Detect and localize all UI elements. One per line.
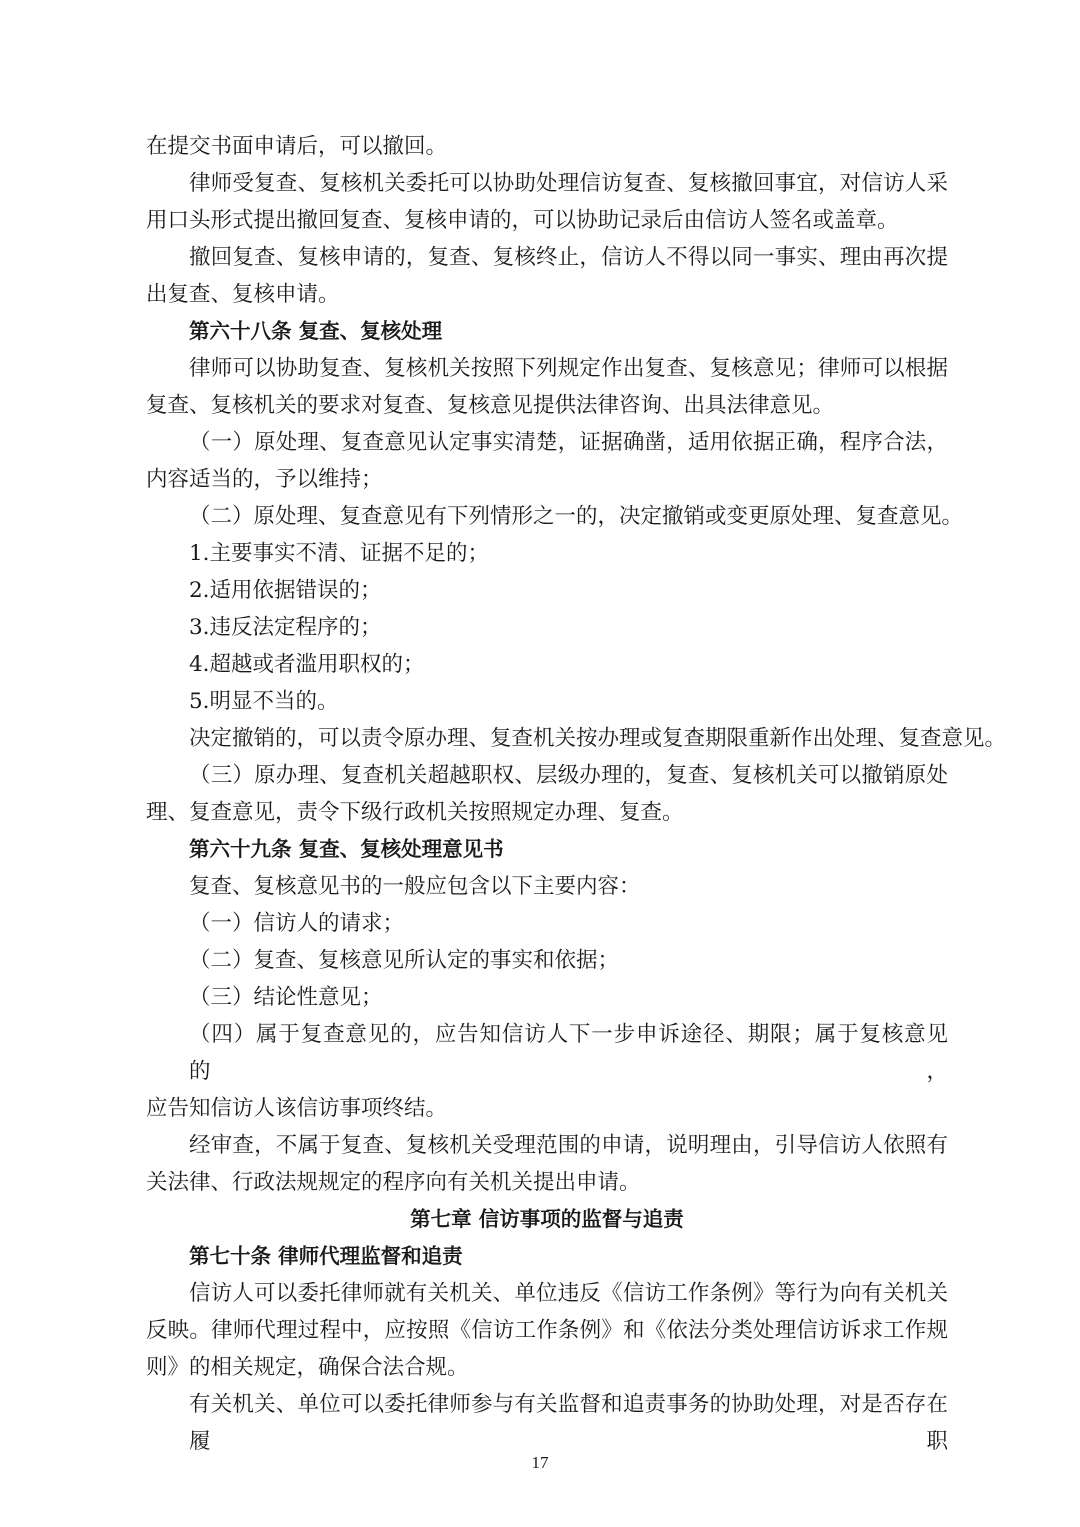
text-line: 律师可以协助复查、复核机关按照下列规定作出复查、复核意见；律师可以根据 bbox=[189, 356, 948, 381]
text-line: 律师受复查、复核机关委托可以协助处理信访复查、复核撤回事宜，对信访人采 bbox=[189, 171, 948, 196]
article-heading: 第六十八条 复查、复核处理 bbox=[189, 319, 443, 343]
text-line: 5.明显不当的。 bbox=[189, 689, 339, 714]
article-heading: 第七十条 律师代理监督和追责 bbox=[189, 1244, 463, 1268]
text-line: （四）属于复查意见的，应告知信访人下一步申诉途径、期限；属于复核意见的， bbox=[189, 1022, 948, 1084]
text-line: 1.主要事实不清、证据不足的； bbox=[189, 541, 490, 566]
text-line: 关法律、行政法规规定的程序向有关机关提出申请。 bbox=[146, 1170, 641, 1195]
text-line: （三）原办理、复查机关超越职权、层级办理的，复查、复核机关可以撤销原处 bbox=[189, 763, 948, 788]
text-line: 则》的相关规定，确保合法合规。 bbox=[146, 1355, 469, 1380]
text-line: 用口头形式提出撤回复查、复核申请的，可以协助记录后由信访人签名或盖章。 bbox=[146, 208, 899, 233]
text-line: 经审查，不属于复查、复核机关受理范围的申请，说明理由，引导信访人依照有 bbox=[189, 1133, 948, 1158]
text-line: 内容适当的，予以维持； bbox=[146, 467, 383, 492]
text-line: 有关机关、单位可以委托律师参与有关监督和追责事务的协助处理，对是否存在履职 bbox=[189, 1392, 948, 1454]
text-line: 理、复查意见，责令下级行政机关按照规定办理、复查。 bbox=[146, 800, 684, 825]
text-line: （二）复查、复核意见所认定的事实和依据； bbox=[189, 948, 620, 973]
text-line: 反映。律师代理过程中，应按照《信访工作条例》和《依法分类处理信访诉求工作规 bbox=[146, 1318, 948, 1343]
text-line: 2.适用依据错误的； bbox=[189, 578, 382, 603]
article-heading: 第六十九条 复查、复核处理意见书 bbox=[189, 837, 504, 861]
text-line: 4.超越或者滥用职权的； bbox=[189, 652, 425, 677]
text-line: 信访人可以委托律师就有关机关、单位违反《信访工作条例》等行为向有关机关 bbox=[189, 1281, 948, 1306]
text-line: 3.违反法定程序的； bbox=[189, 615, 382, 640]
text-line: （三）结论性意见； bbox=[189, 985, 383, 1010]
page-number: 17 bbox=[531, 1453, 549, 1472]
text-line: （一）原处理、复查意见认定事实清楚，证据确凿，适用依据正确，程序合法， bbox=[189, 430, 948, 455]
text-line: 出复查、复核申请。 bbox=[146, 282, 340, 307]
text-line: 复查、复核意见书的一般应包含以下主要内容： bbox=[189, 874, 641, 899]
document-body bbox=[146, 128, 1007, 1460]
text-line: 撤回复查、复核申请的，复查、复核终止，信访人不得以同一事实、理由再次提 bbox=[189, 245, 948, 270]
text-line: （二）原处理、复查意见有下列情形之一的，决定撤销或变更原处理、复查意见。 bbox=[189, 504, 964, 529]
text-line: 在提交书面申请后，可以撤回。 bbox=[146, 134, 448, 159]
text-line: 应告知信访人该信访事项终结。 bbox=[146, 1096, 448, 1121]
text-line: （一）信访人的请求； bbox=[189, 911, 405, 936]
chapter-heading: 第七章 信访事项的监督与追责 bbox=[410, 1207, 684, 1231]
text-line: 复查、复核机关的要求对复查、复核意见提供法律咨询、出具法律意见。 bbox=[146, 393, 835, 418]
text-line: 决定撤销的，可以责令原办理、复查机关按办理或复查期限重新作出处理、复查意见。 bbox=[189, 726, 1007, 751]
